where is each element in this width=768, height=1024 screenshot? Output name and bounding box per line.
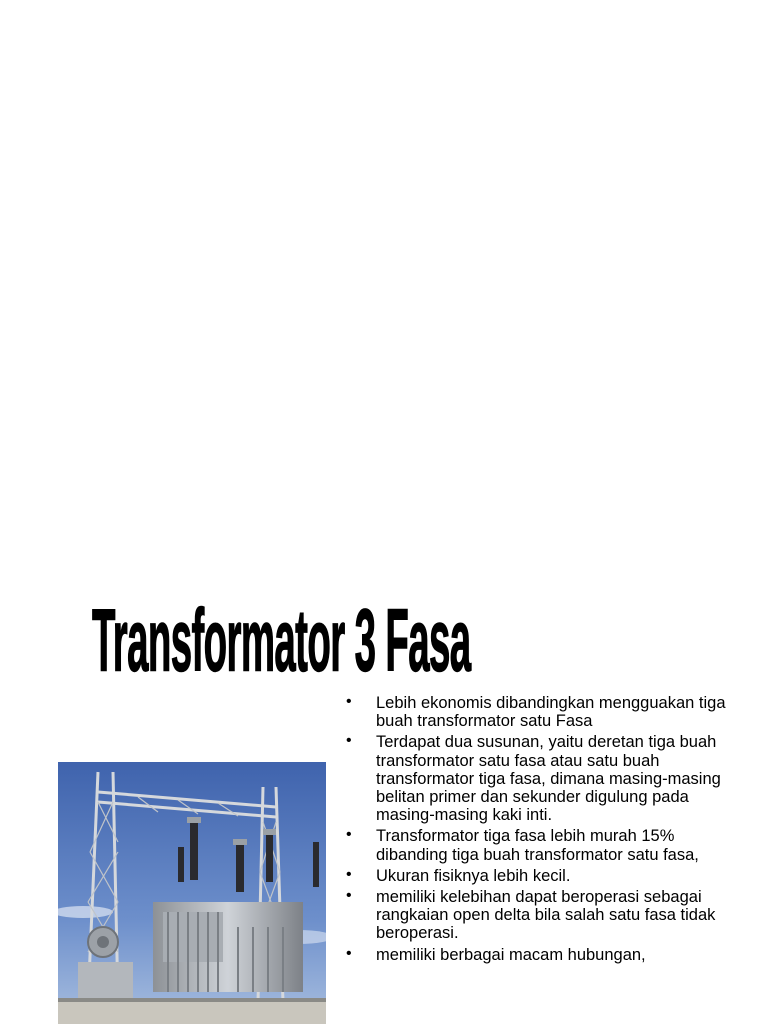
bullet-item bbox=[346, 694, 746, 730]
bullet-item bbox=[346, 733, 746, 824]
bullet-text: memiliki kelebihan dapat beroperasi sebagai rangkaian open delta bila salah satu fasa tidak beroperasi. bbox=[376, 888, 716, 943]
bullet-icon: • bbox=[346, 826, 352, 844]
bullet-text: Terdapat dua susunan, yaitu deretan tiga buah transformator satu fasa atau satu buah transformator tiga fasa, dimana masing-masing belitan primer dan sekunder digulung pada masing-masing kaki inti. bbox=[376, 733, 721, 825]
bullet-text: Transformator tiga fasa lebih murah 15% dibanding tiga buah transformator satu fasa, bbox=[376, 827, 699, 864]
bullet-item bbox=[346, 946, 746, 964]
bullet-text: Ukuran fisiknya lebih kecil. bbox=[376, 866, 571, 885]
bullet-icon: • bbox=[346, 732, 352, 750]
bullet-item bbox=[346, 827, 746, 863]
bullet-icon: • bbox=[346, 693, 352, 710]
bullet-icon: • bbox=[346, 887, 352, 905]
bullet-text: Lebih ekonomis dibandingkan mengguakan tiga buah transformator satu Fasa bbox=[376, 694, 726, 731]
bullet-icon: • bbox=[346, 865, 352, 883]
bullet-item bbox=[346, 888, 746, 943]
slide-title: Transformator 3 Fasa bbox=[92, 592, 471, 691]
bullet-list bbox=[346, 694, 746, 967]
bullet-item bbox=[346, 867, 746, 885]
bullet-icon: • bbox=[346, 944, 352, 962]
bullet-text: memiliki berbagai macam hubungan, bbox=[376, 945, 646, 964]
photo-illustration bbox=[58, 762, 326, 1024]
substation-transformer-photo bbox=[58, 762, 326, 1024]
